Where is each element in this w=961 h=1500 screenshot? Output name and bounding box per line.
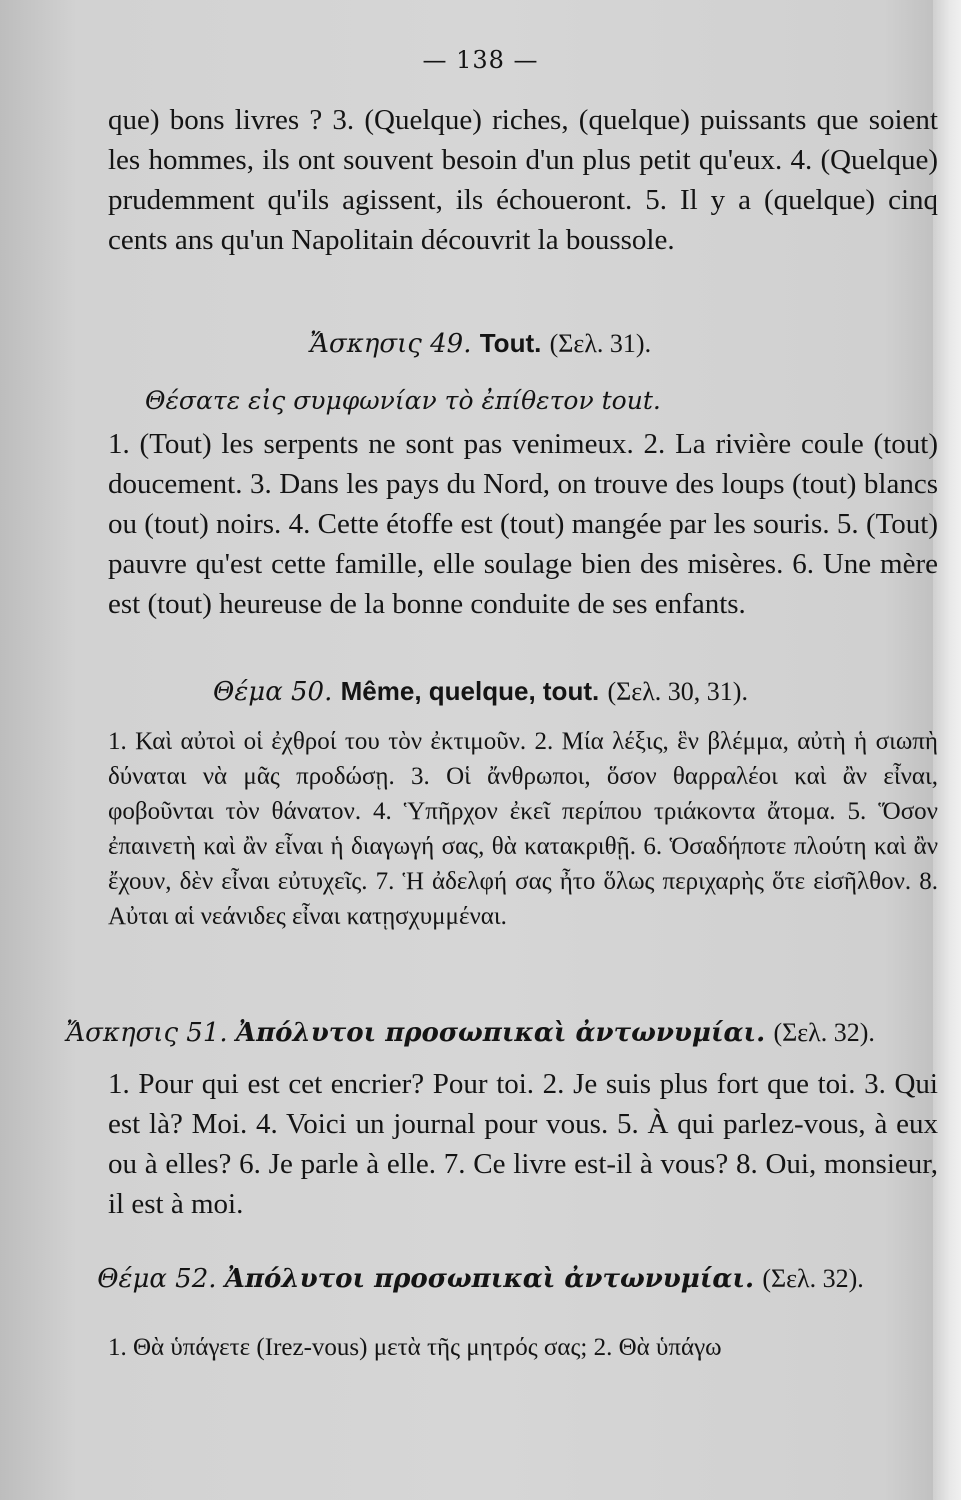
heading-label: Θέμα 52. xyxy=(97,1264,217,1294)
heading-theme-50 xyxy=(0,676,961,707)
paragraph-text: que) bons livres ? 3. (Quelque) riches, (quelque) puissants que soient les hommes, ils ont souvent besoin d'un plus petit qu'eux. 4. (Quelque) prudemment qu'ils agissent, ils échoueront. 5. Il y a (quelque) cinq cents ans qu'un Napolitain découvrit la boussole. xyxy=(108,104,938,256)
paragraph-text: 1. Καὶ αὐτοὶ οἱ ἐχθροί του τὸν ἐκτιμοῦν. 2. Μία λέξις, ἓν βλέμμα, αὐτὴ ἡ σιωπὴ δύναται νὰ μᾶς προδώσῃ. 3. Οἱ ἄνθρωποι, ὅσον θαρραλέοι καὶ ἂν εἶναι, φοβοῦνται τὸν θάνατον. 4. Ὑπῆρχον ἐκεῖ περίπου τριάκοντα ἄτομα. 5. Ὅσον ἐπαινετὴ καὶ ἂν εἶναι ἡ διαγωγή σας, θὰ κατακριθῇ. 6. Ὁσαδήποτε πλούτη καὶ ἂν ἔχουν, δὲν εἶναι εὐτυχεῖς. 7. Ἡ ἀδελφή σας ἦτο ὅλως περιχαρὴς ὅτε εἰσῆλθον. 8. Αὐται αἱ νεάνιδες εἶναι κατῃσχυμμέναι. xyxy=(108,728,938,930)
heading-topic: Même, quelque, tout. xyxy=(340,676,600,706)
instruction-49: Θέσατε εἰς συμφωνίαν τὸ ἐπίθετον tout. xyxy=(145,386,661,415)
page-number: — 138 — xyxy=(422,46,539,74)
heading-exercise-51 xyxy=(0,1018,951,1048)
heading-topic: Ἀπόλυτοι προσωπικαὶ ἀντωνυμίαι. xyxy=(224,1264,755,1294)
heading-ref: (Σελ. 31). xyxy=(549,329,652,358)
heading-label: Θέμα 50. xyxy=(213,677,333,707)
paragraph-pronouns xyxy=(108,1064,938,1224)
heading-topic: Ἀπόλυτοι προσωπικαὶ ἀντωνυμίαι. xyxy=(235,1018,766,1048)
heading-theme-52 xyxy=(0,1264,961,1294)
heading-label: Ἄσκησις 51. xyxy=(66,1018,228,1048)
heading-topic: Tout. xyxy=(479,328,542,358)
paragraph-text: 1. Θὰ ὑπάγετε (Irez-vous) μετὰ τῆς μητρός σας; 2. Θὰ ὑπάγω xyxy=(108,1334,722,1361)
heading-ref: (Σελ. 30, 31). xyxy=(607,677,748,706)
heading-ref: (Σελ. 32). xyxy=(773,1018,875,1047)
paragraph-text: 1. Pour qui est cet encrier? Pour toi. 2. Je suis plus fort que toi. 3. Qui est là? Moi. 4. Voici un journal pour vous. 5. À qui parlez-vous, à eux ou à elles? 6. Je parle à elle. 7. Ce livre est-il à vous? 8. Oui, monsieur, il est à moi. xyxy=(108,1068,938,1220)
paragraph-quelque xyxy=(108,100,938,260)
paragraph-greek-52 xyxy=(108,1330,938,1365)
heading-label: Ἄσκησις 49. xyxy=(309,329,472,359)
paragraph-greek-50 xyxy=(108,724,938,934)
heading-exercise-49 xyxy=(0,328,961,359)
heading-ref: (Σελ. 32). xyxy=(762,1264,864,1293)
paragraph-text: 1. (Tout) les serpents ne sont pas venimeux. 2. La rivière coule (tout) doucement. 3. Dans les pays du Nord, on trouve des loups (tout) blancs ou (tout) noirs. 4. Cette étoffe est (tout) mangée par les souris. 5. (Tout) pauvre qu'est cette famille, elle soulage bien des misères. 6. Une mère est (tout) heureuse de la bonne conduite de ses enfants. xyxy=(108,428,938,620)
paragraph-tout xyxy=(108,424,938,624)
